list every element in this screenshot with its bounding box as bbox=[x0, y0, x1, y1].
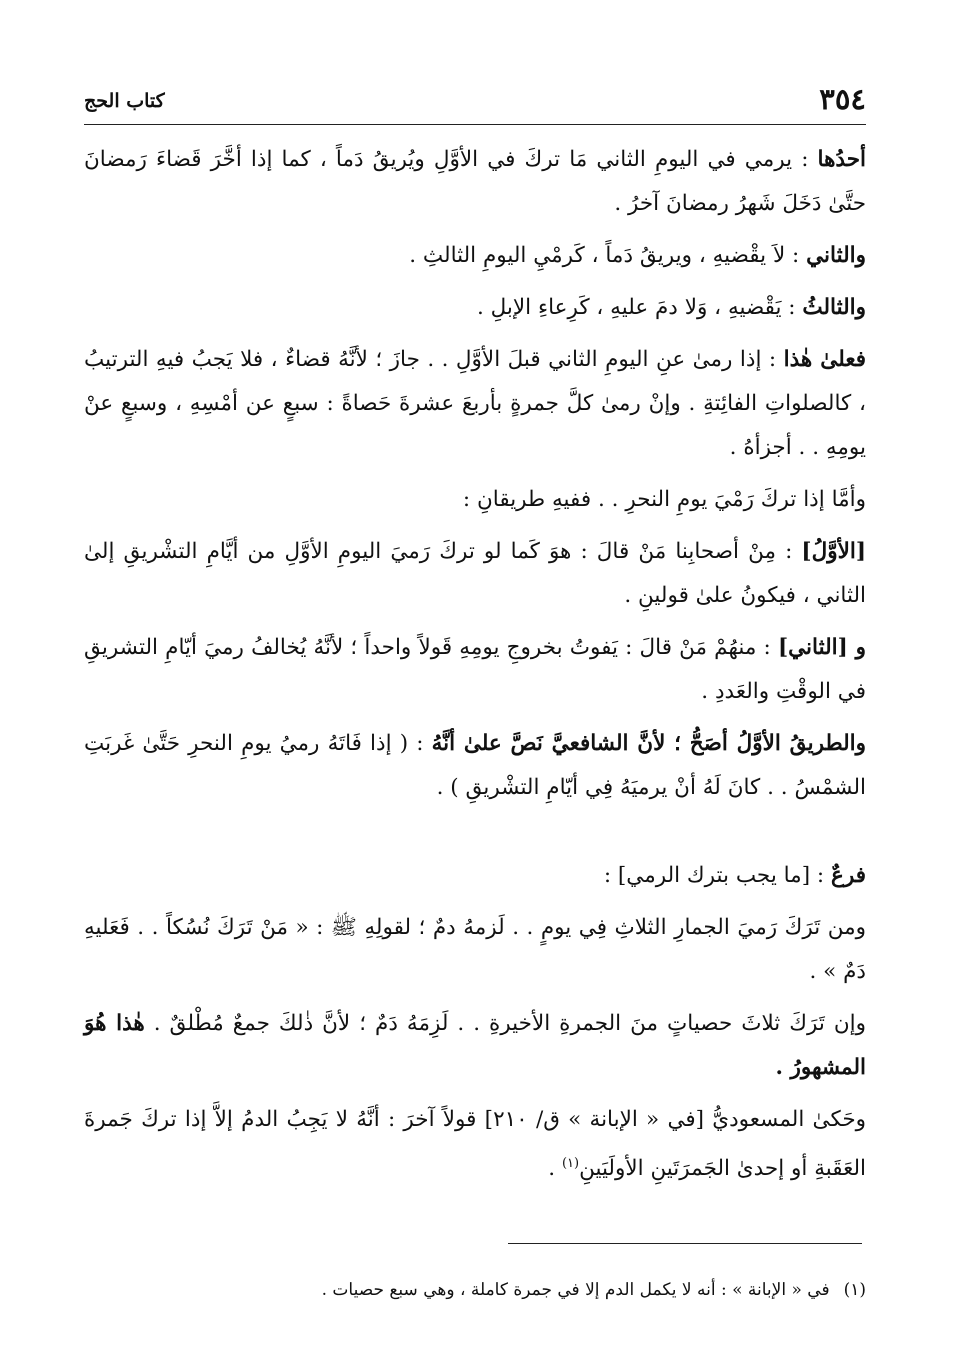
paragraph-lead: [الأوَّلُ] bbox=[801, 539, 866, 564]
paragraph-three-jamarat bbox=[84, 906, 866, 994]
section-title: : [ما يجب بترك الرمي] : bbox=[603, 863, 832, 888]
paragraph-third-opinion bbox=[84, 286, 866, 330]
book-title: كتاب الحج bbox=[84, 90, 165, 112]
paragraph-lead: والثاني bbox=[806, 243, 866, 268]
main-text bbox=[84, 138, 866, 1199]
paragraph-nahr-day bbox=[84, 478, 866, 522]
paragraph-text: : يَقْضيهِ ، وَلا دمَ عليهِ ، كَرِعاءِ الإبلِ . bbox=[476, 295, 803, 320]
paragraph-text: : ( إذا فَاتَهُ رميُ يومِ النحرِ حَتَّىٰ غَربَتِ الشمْسُ . . كانَ لَهُ أنْ يرميَهُ فِي أيّامِ التشْريقِ ) . bbox=[84, 731, 866, 800]
paragraph-text: : يرمي في اليومِ الثاني مَا تركَ في الأوَّلِ ويُريقُ دَماً ، كما إذا أخَّرَ قَضاءَ رَمضانَ حتَّىٰ دَخَلَ شَهرُ رمضانَ آخرُ . bbox=[84, 147, 866, 216]
paragraph-text: : لاَ يقْضيهِ ، ويريقُ دَماً ، كَرمْيِ اليومِ الثالثِ . bbox=[409, 243, 807, 268]
footnote-marker[interactable]: (١) bbox=[561, 1156, 580, 1171]
paragraph-tail: هٰذا هُوَ المشهورُ . bbox=[84, 1011, 866, 1080]
paragraph-lead: والثالثُ bbox=[802, 295, 866, 320]
paragraph-masudi bbox=[84, 1098, 866, 1191]
paragraph-text: وأمَّا إذا تركَ رَمْيَ يومِ النحرِ . . ففيهِ طريقانِ : bbox=[462, 487, 866, 512]
paragraph-second-way bbox=[84, 626, 866, 714]
closing-dot: . bbox=[548, 1156, 562, 1182]
paragraph-lead: والطريقُ الأوَّلُ أصَحُّ ؛ لأنَّ الشافعيَّ نَصَّ علىٰ أنَّهُ bbox=[431, 731, 866, 756]
paragraph-preferred-way bbox=[84, 722, 866, 810]
paragraph-consequence bbox=[84, 338, 866, 470]
footnote-text: في « الإبانة » : أنه لا يكمل الدم إلا في جمرة كاملة ، وهي سبع حصيات . bbox=[321, 1280, 830, 1300]
paragraph-text: : إذا رمىٰ عنِ اليومِ الثاني قبلَ الأوَّلِ . . جازَ ؛ لأنَّهُ قضاءٌ ، فلا يَجبُ فيهِ الترتيبُ ، كالصلواتِ الفائِتةِ . وإنْ رمىٰ كلَّ جمرةٍ بأربعَ عشرةَ حَصاةً : سبعٍ عن أمْسِهِ ، وسبعٍ عنْ يومِهِ . . أجزأهُ . bbox=[84, 347, 866, 460]
footnote-divider bbox=[508, 1243, 862, 1244]
footnote bbox=[84, 1275, 866, 1305]
footnote-number: (١) bbox=[843, 1280, 866, 1300]
section-lead: فرعٌ bbox=[831, 863, 866, 888]
paragraph-lead: فعلىٰ هٰذا bbox=[783, 347, 866, 372]
section-heading bbox=[84, 854, 866, 898]
paragraph-text: : مِنْ أصحابِنا مَنْ قالَ : هوَ كَما لو تركَ رَميَ اليومِ الأوَّلِ من أيَّامِ التشْريقِ إلىٰ الثاني ، فيكونُ علىٰ قولينِ . bbox=[84, 539, 866, 608]
page-header bbox=[84, 78, 866, 125]
paragraph-lead: أحدُها bbox=[817, 147, 866, 172]
paragraph-text: وحَكىٰ المسعوديُّ [في « الإبانة » ق/ ٢١٠] قولاً آخرَ : أنَّهُ لا يَجِبُ الدمُ إلاَّ إذا تركَ جَمرةَ العَقَبةِ أو إحدىٰ الجَمرَتَينِ الأولَيَينِ bbox=[84, 1107, 867, 1182]
paragraph-text: وإن تَرَكَ ثلاثَ حصياتٍ منَ الجمرةِ الأخيرةِ . . لَزِمَهُ دَمٌ ؛ لأنَّ ذٰلكَ جمعٌ مُطْلقٌ . bbox=[144, 1011, 867, 1036]
paragraph-text: : منهُمْ مَنْ قالَ : يَفوتُ بخروجِ يومِهِ قَولاً واحداً ؛ لأنَّهُ يُخالفُ رميَ أيّامِ التشريقِ في الوقْتِ والعَددِ . bbox=[84, 635, 866, 704]
paragraph-lead: و [الثاني] bbox=[777, 635, 866, 660]
paragraph-first-opinion bbox=[84, 138, 866, 226]
paragraph-first-way bbox=[84, 530, 866, 618]
paragraph-three-pebbles bbox=[84, 1002, 866, 1090]
section-spacer bbox=[84, 818, 866, 854]
page-number: ٣٥٤ bbox=[819, 82, 866, 116]
paragraph-text: ومن تَرَكَ رَميَ الجمارِ الثلاثِ فِي يومٍ . . لَزمهُ دمٌ ؛ لقولِهِ ﷺ : « مَنْ تَرَكَ نُسُكاً . . فَعَليهِ دَمٌ » . bbox=[84, 915, 866, 984]
paragraph-second-opinion bbox=[84, 234, 866, 278]
